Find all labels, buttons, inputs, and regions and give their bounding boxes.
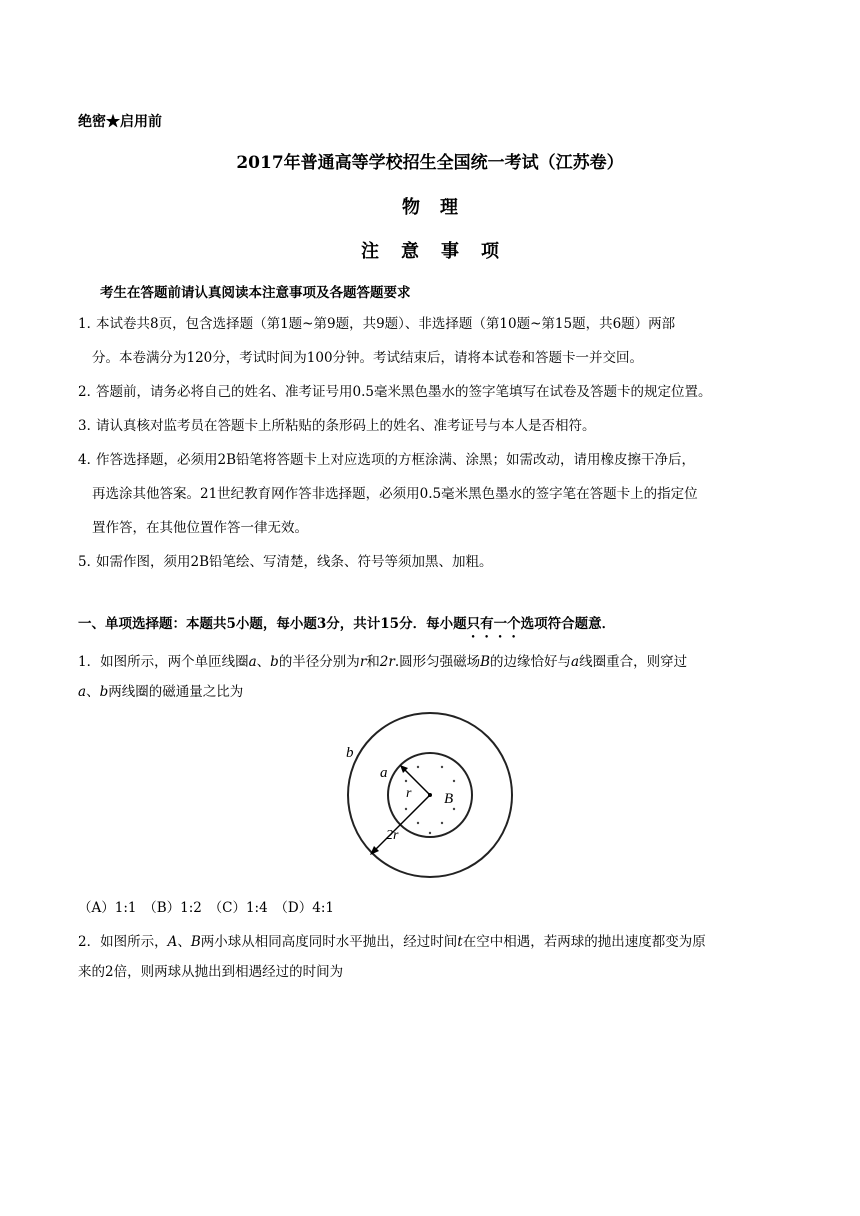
note-text: 请认真核对监考员在答题卡上所粘贴的条形码上的姓名、准考证号与本人是否相符。 — [96, 418, 596, 434]
note-item-3 — [78, 409, 788, 443]
note-number: 1． — [78, 316, 101, 332]
question-1: 1．如图所示，两个单匝线圈a、b的半径分别为r和2r.圆形匀强磁场B的边缘恰好与a线圈重合，则穿过 a、b两线圈的磁通量之比为 — [78, 654, 688, 700]
note-item-2 — [78, 375, 788, 409]
note-text: 作答选择题，必须用2B铅笔将答题卡上对应选项的方框涂满、涂黑；如需改动，请用橡皮擦干净后， — [96, 452, 696, 468]
radius-2r-arrow — [372, 795, 430, 853]
question-1-options: （A）1:1 （B）1:2 （C）1:4 （D）4:1 — [78, 900, 334, 916]
label-b: b — [346, 745, 354, 761]
subject-title: 物理 — [402, 197, 478, 218]
question-number: 1． — [78, 654, 101, 670]
instruction-line: 考生在答题前请认真阅读本注意事项及各题答题要求 — [100, 285, 411, 301]
notice-heading: 注意事项 — [361, 241, 521, 262]
confidential-mark: 绝密★启用前 — [78, 114, 162, 130]
question-number: 2． — [78, 934, 101, 950]
label-2r: 2r — [386, 828, 399, 843]
note-number: 3． — [78, 418, 101, 434]
exam-title: 2017年普通高等学校招生全国统一考试（江苏卷） — [236, 153, 624, 173]
coil-diagram — [320, 705, 520, 880]
label-r: r — [406, 786, 412, 801]
note-text: 再选涂其他答案。21世纪教育网作答非选择题，必须用0.5毫米黑色墨水的签字笔在答题卡上的指定位 — [92, 486, 698, 502]
note-number: 2． — [78, 384, 101, 400]
note-text: 本试卷共8页，包含选择题（第1题~第9题，共9题）、非选择题（第10题~第15题，共6题）两部 — [96, 316, 676, 332]
note-text: 如需作图，须用2B铅笔绘、写清楚，线条、符号等须加黑、加粗。 — [96, 554, 493, 570]
question-2: 2．如图所示，A、B两小球从相同高度同时水平抛出，经过时间t在空中相遇，若两球的抛出速度都变为原 来的2倍，则两球从抛出到相遇经过的时间为 — [78, 934, 706, 980]
label-B: B — [444, 791, 454, 807]
note-text: 分。本卷满分为120分，考试时间为100分钟。考试结束后，请将本试卷和答题卡一并交回。 — [92, 350, 644, 366]
note-text: 置作答，在其他位置作答一律无效。 — [92, 520, 308, 536]
note-item-5 — [78, 545, 788, 579]
emphasis-text: 只有一个 — [466, 616, 521, 632]
label-a: a — [380, 765, 388, 781]
note-item-4 — [78, 443, 788, 545]
note-number: 4． — [78, 452, 101, 468]
note-text: 答题前，请务必将自己的姓名、准考证号用0.5毫米黑色墨水的签字笔填写在试卷及答题卡的规定位置。 — [96, 384, 712, 400]
section-heading: 一、单项选择题：本题共5小题，每小题3分，共计15分．每小题只有一个选项符合题意． — [78, 616, 616, 632]
note-number: 5． — [78, 554, 101, 570]
note-item-1 — [78, 307, 788, 375]
